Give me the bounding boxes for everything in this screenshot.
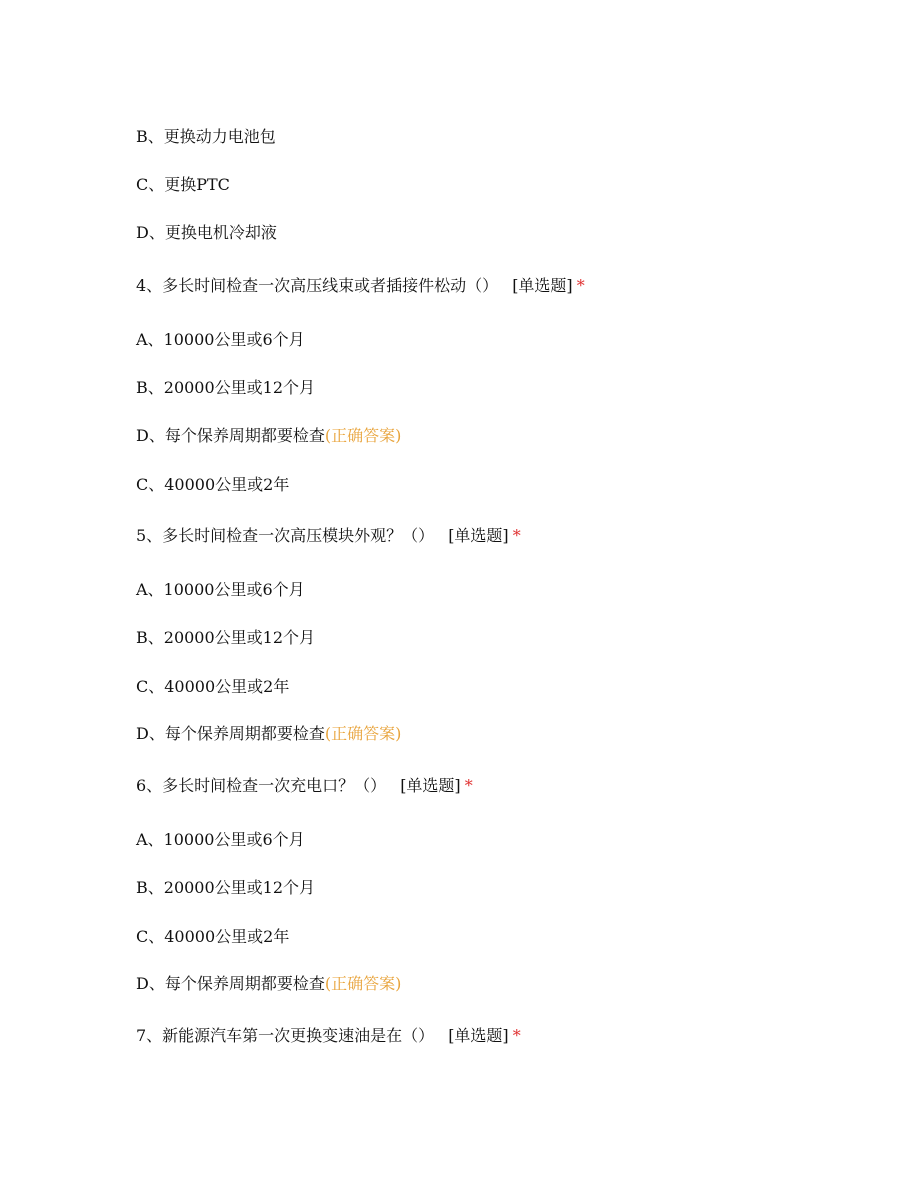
- q5-option-d-text: D、每个保养周期都要检查: [136, 724, 325, 743]
- q6-question-text: 6、多长时间检查一次充电口？（）: [136, 776, 387, 795]
- q3-option-b: B、更换动力电池包: [136, 127, 276, 146]
- q6-option-d: [136, 974, 401, 994]
- q5-question-type: [单选题]: [448, 526, 509, 545]
- q6-option-c: C、40000公里或2年: [136, 927, 290, 946]
- q6-question-type: [单选题]: [400, 776, 461, 795]
- q4-question: [136, 276, 585, 296]
- q6-option-a: A、10000公里或6个月: [136, 830, 305, 849]
- q4-question-type: [单选题]: [512, 276, 573, 295]
- q4-option-b: B、20000公里或12个月: [136, 378, 316, 397]
- q4-option-d: [136, 426, 401, 446]
- q5-question-text: 5、多长时间检查一次高压模块外观？（）: [136, 526, 435, 545]
- q5-option-c: C、40000公里或2年: [136, 677, 290, 696]
- q5-required-marker: *: [512, 526, 521, 545]
- q6-option-b: B、20000公里或12个月: [136, 878, 316, 897]
- q5-option-a: A、10000公里或6个月: [136, 580, 305, 599]
- q5-option-d: [136, 724, 401, 744]
- q6-option-d-text: D、每个保养周期都要检查: [136, 974, 325, 993]
- q5-correct-answer-label: (正确答案): [324, 724, 402, 743]
- q4-required-marker: *: [576, 276, 585, 295]
- q3-option-c: C、更换PTC: [136, 175, 230, 194]
- q6-question: [136, 776, 473, 796]
- q7-required-marker: *: [512, 1026, 521, 1045]
- q4-option-a: A、10000公里或6个月: [136, 330, 305, 349]
- q6-correct-answer-label: (正确答案): [324, 974, 402, 993]
- q4-option-c: C、40000公里或2年: [136, 475, 290, 494]
- q4-option-d-text: D、每个保养周期都要检查: [136, 426, 325, 445]
- q3-option-d: D、更换电机冷却液: [136, 223, 277, 242]
- q5-question: [136, 526, 521, 546]
- q7-question-text: 7、新能源汽车第一次更换变速油是在（）: [136, 1026, 435, 1045]
- q7-question: [136, 1026, 521, 1046]
- q5-option-b: B、20000公里或12个月: [136, 628, 316, 647]
- q7-question-type: [单选题]: [448, 1026, 509, 1045]
- q6-required-marker: *: [464, 776, 473, 795]
- q4-question-text: 4、多长时间检查一次高压线束或者插接件松动（）: [136, 276, 499, 295]
- q4-correct-answer-label: (正确答案): [324, 426, 402, 445]
